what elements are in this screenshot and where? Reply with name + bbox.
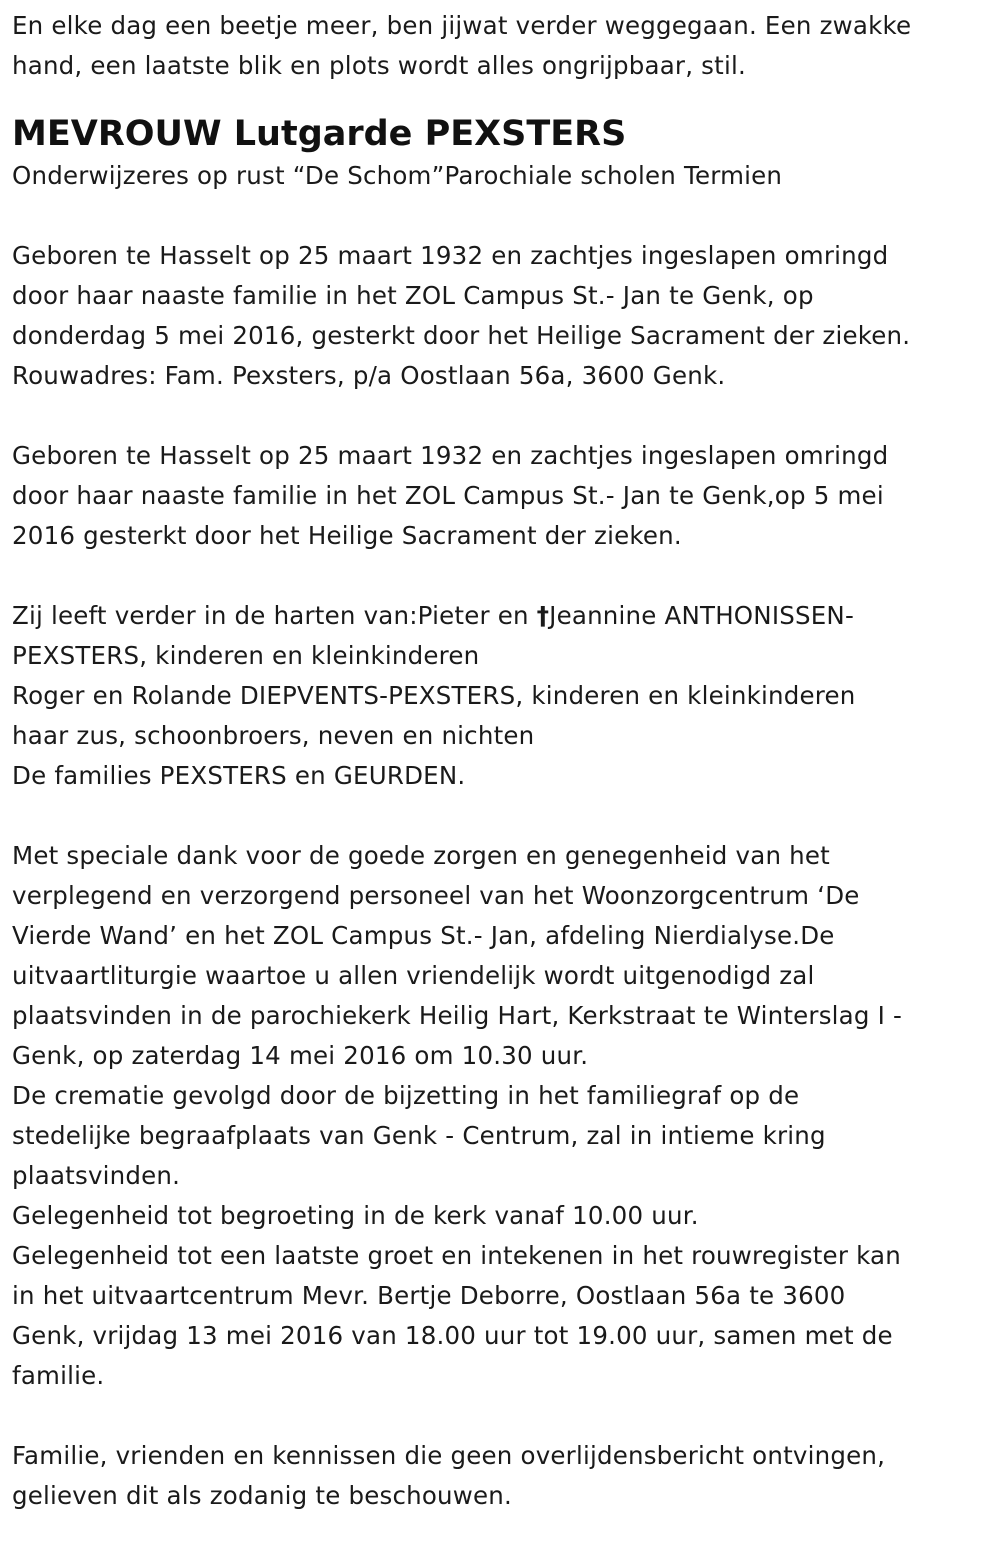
family-paragraph — [12, 596, 982, 796]
paragraph4-line-7: De crematie gevolgd door de bijzetting in het familiegraf op de — [12, 1081, 800, 1110]
family-line-5: De families PEXSTERS en GEURDEN. — [12, 761, 466, 790]
paragraph2-line-1: Geboren te Hasselt op 25 maart 1932 en zachtjes ingeslapen omringd — [12, 441, 889, 470]
intro-line-2: hand, een laatste blik en plots wordt alles ongrijpbaar, stil. — [12, 51, 746, 80]
spacer — [12, 396, 982, 436]
paragraph4-line-4: uitvaartliturgie waartoe u allen vriendelijk wordt uitgenodigd zal — [12, 961, 815, 990]
paragraph4-line-12: in het uitvaartcentrum Mevr. Bertje Deborre, Oostlaan 56a te 3600 — [12, 1281, 846, 1310]
paragraph4-line-8: stedelijke begraafplaats van Genk - Centrum, zal in intieme kring — [12, 1121, 826, 1150]
paragraph4-line-6: Genk, op zaterdag 14 mei 2016 om 10.30 uur. — [12, 1041, 589, 1070]
paragraph1-line-2: door haar naaste familie in het ZOL Campus St.- Jan te Genk, op — [12, 281, 814, 310]
paragraph4-line-13: Genk, vrijdag 13 mei 2016 van 18.00 uur tot 19.00 uur, samen met de — [12, 1321, 893, 1350]
paragraph4-line-3: Vierde Wand’ en het ZOL Campus St.- Jan, afdeling Nierdialyse.De — [12, 921, 835, 950]
paragraph4-line-10: Gelegenheid tot begroeting in de kerk vanaf 10.00 uur. — [12, 1201, 699, 1230]
paragraph1-line-3: donderdag 5 mei 2016, gesterkt door het Heilige Sacrament der zieken. — [12, 321, 911, 350]
family-line-1-end: Jeannine ANTHONISSEN- — [549, 601, 854, 630]
paragraph4-line-11: Gelegenheid tot een laatste groet en intekenen in het rouwregister kan — [12, 1241, 901, 1270]
family-line-2: PEXSTERS, kinderen en kleinkinderen — [12, 641, 480, 670]
spacer — [12, 556, 982, 596]
intro-line-1: En elke dag een beetje meer, ben jijwat verder weggegaan. Een zwakke — [12, 11, 912, 40]
closing-line-2: gelieven dit als zodanig te beschouwen. — [12, 1481, 513, 1510]
paragraph4-line-1: Met speciale dank voor de goede zorgen en genegenheid van het — [12, 841, 830, 870]
paragraph2-line-3: 2016 gesterkt door het Heilige Sacrament der zieken. — [12, 521, 682, 550]
paragraph4-line-14: familie. — [12, 1361, 105, 1390]
obituary-document — [12, 6, 982, 1516]
family-line-1 — [12, 596, 982, 636]
spacer — [12, 196, 982, 236]
paragraph1-line-1: Geboren te Hasselt op 25 maart 1932 en zachtjes ingeslapen omringd — [12, 241, 889, 270]
deceased-name: MEVROUW Lutgarde PEXSTERS — [12, 114, 627, 154]
birth-death-paragraph — [12, 236, 982, 396]
paragraph2-line-2: door haar naaste familie in het ZOL Campus St.- Jan te Genk,op 5 mei — [12, 481, 884, 510]
closing-line-1: Familie, vrienden en kennissen die geen overlijdensbericht ontvingen, — [12, 1441, 886, 1470]
spacer — [12, 1396, 982, 1436]
cross-icon: † — [536, 601, 550, 630]
paragraph4-line-9: plaatsvinden. — [12, 1161, 181, 1190]
spacer — [12, 796, 982, 836]
family-line-4: haar zus, schoonbroers, neven en nichten — [12, 721, 535, 750]
thanks-and-ceremony-paragraph — [12, 836, 982, 1396]
birth-death-paragraph-repeat — [12, 436, 982, 556]
intro-verse — [12, 6, 982, 86]
deceased-subtitle — [12, 156, 982, 196]
subtitle-line: Onderwijzeres op rust “De Schom”Parochiale scholen Termien — [12, 161, 783, 190]
closing-paragraph — [12, 1436, 982, 1516]
mourning-address: Rouwadres: Fam. Pexsters, p/a Oostlaan 56a, 3600 Genk. — [12, 361, 726, 390]
family-line-1-start: Zij leeft verder in de harten van:Pieter en — [12, 601, 537, 630]
paragraph4-line-2: verplegend en verzorgend personeel van het Woonzorgcentrum ‘De — [12, 881, 860, 910]
paragraph4-line-5: plaatsvinden in de parochiekerk Heilig Hart, Kerkstraat te Winterslag I - — [12, 1001, 903, 1030]
family-line-3: Roger en Rolande DIEPVENTS-PEXSTERS, kinderen en kleinkinderen — [12, 681, 856, 710]
